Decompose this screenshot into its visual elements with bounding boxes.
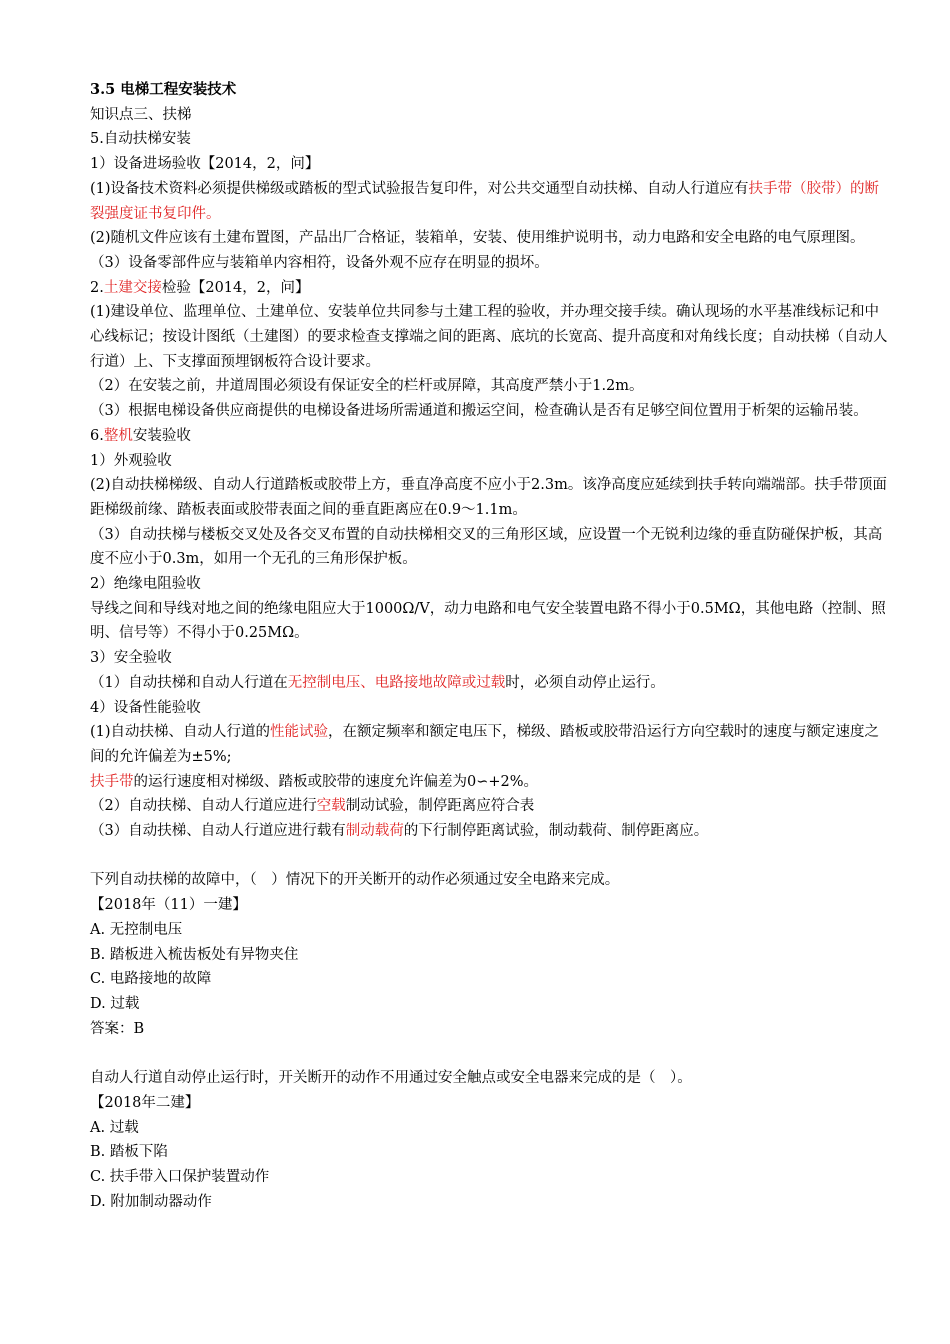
acceptance-heading <box>90 424 890 449</box>
question-1-answer: 答案：B <box>90 1020 145 1037</box>
question-2-option: D. 附加制动器动作 <box>90 1193 212 1210</box>
performance-paragraph-1 <box>90 720 890 769</box>
spacer <box>90 844 890 869</box>
arrival-p1-highlight: 扶手带（胶带）的断裂强度证书复印件。 <box>90 180 880 222</box>
performance-p3-a: （3）自动扶梯、自动人行道应进行载有 <box>90 823 346 840</box>
question-2-option: C. 扶手带入口保护装置动作 <box>90 1168 270 1185</box>
acceptance-highlight: 整机 <box>103 427 133 444</box>
performance-p1-highlight: 性能试验 <box>270 724 329 741</box>
handover-paragraph-3: （3）根据电梯设备供应商提供的电梯设备进场所需通道和搬运空间，检查确认是否有足够空间位置用于析架的运输吊装。 <box>90 403 868 420</box>
performance-p1c-highlight: 扶手带 <box>90 773 134 790</box>
handover-heading <box>90 276 890 301</box>
handover-paragraph-2: （2）在安装之前，井道周围必须设有保证安全的栏杆或屏障，其高度严禁小于1.2m。 <box>90 378 644 395</box>
performance-p1-a: (1)自动扶梯、自动人行道的 <box>90 724 271 741</box>
performance-p2-highlight: 空载 <box>316 798 346 815</box>
arrival-paragraph-2: (2)随机文件应该有土建布置图，产品出厂合格证，装箱单，安装、使用维护说明书，动力电路和安全电路的电气原理图。 <box>90 230 865 247</box>
insulation-paragraph: 导线之间和导线对地之间的绝缘电阻应大于1000Ω/V，动力电路和电气安全装置电路不得小于0.5MΩ，其他电路（控制、照明、信号等）不得小于0.25MΩ。 <box>90 600 886 642</box>
section-title: 3.5 电梯工程安装技术 <box>90 81 237 98</box>
safety-paragraph <box>90 671 890 696</box>
insulation-heading: 2）绝缘电阻验收 <box>90 576 201 593</box>
question-1-option: B. 踏板进入梳齿板处有异物夹住 <box>90 946 299 963</box>
performance-p1-b: ，在额定频率和额定电压下，梯级、踏板或胶带沿运行方向空载时的速度与额定速度之间的允许偏差为±5%; <box>90 724 880 765</box>
document-body <box>90 78 890 1214</box>
arrival-p1-text: (1)设备技术资料必须提供梯级或踏板的型式试验报告复印件，对公共交通型自动扶梯、自动人行道应有 <box>90 180 749 197</box>
question-2-source: 【2018年二建】 <box>90 1094 200 1111</box>
question-1-option: A. 无控制电压 <box>90 921 183 938</box>
safety-heading: 3）安全验收 <box>90 650 172 667</box>
performance-heading: 4）设备性能验收 <box>90 699 201 716</box>
arrival-paragraph-1 <box>90 177 890 226</box>
question-1-option: D. 过载 <box>90 996 140 1012</box>
arrival-heading: 1）设备进场验收【2014，2，问】 <box>90 156 320 173</box>
performance-paragraph-1c <box>90 770 890 795</box>
safety-text-a: （1）自动扶梯和自动人行道在 <box>90 674 288 691</box>
performance-paragraph-2 <box>90 794 890 819</box>
appearance-paragraph-3: （3）自动扶梯与楼板交叉处及各交叉布置的自动扶梯相交叉的三角形区域，应设置一个无锐利边缘的垂直防碰保护板，其高度不应小于0.3m，如用一个无孔的三角形保护板。 <box>90 526 883 568</box>
handover-number: 2. <box>90 279 104 296</box>
question-2-stem: 自动人行道自动停止运行时，开关断开的动作不用通过安全触点或安全电器来完成的是（ ）。 <box>90 1070 692 1087</box>
install-heading: 5.自动扶梯安装 <box>90 131 191 148</box>
appearance-heading: 1）外观验收 <box>90 452 172 469</box>
performance-p1c-text: 的运行速度相对梯级、踏板或胶带的速度允许偏差为0∽+2%。 <box>133 773 539 790</box>
performance-p2-b: 制动试验，制停距离应符合表 <box>345 798 535 815</box>
question-2-option: B. 踏板下陷 <box>90 1144 168 1161</box>
appearance-paragraph-2: (2)自动扶梯梯级、自动人行道踏板或胶带上方，垂直净高度不应小于2.3m。该净高度应延续到扶手转向端端部。扶手带顶面距梯级前缘、踏板表面或胶带表面之间的垂直距离应在0.9～1.1m。 <box>90 477 887 518</box>
performance-p2-a: （2）自动扶梯、自动人行道应进行 <box>90 798 317 815</box>
safety-highlight: 无控制电压、电路接地故障或过载 <box>287 674 506 691</box>
arrival-paragraph-3: （3）设备零部件应与装箱单内容相符，设备外观不应存在明显的损坏。 <box>90 254 549 271</box>
handover-highlight: 土建交接 <box>103 279 162 296</box>
handover-paragraph-1: (1)建设单位、监理单位、土建单位、安装单位共同参与土建工程的验收，并办理交接手续。确认现场的水平基准线标记和中心线标记；按设计图纸（土建图）的要求检查支撑端之间的距离、底坑的长宽高、提升高度和对角线长度；自动扶梯（自动人行道）上、下支撑面预埋钢板符合设计要求。 <box>90 304 888 370</box>
question-1-source: 【2018年（11）一建】 <box>90 897 247 914</box>
performance-p3-b: 的下行制停距离试验，制动载荷、制停距离应。 <box>403 823 709 840</box>
safety-text-b: 时，必须自动停止运行。 <box>505 674 665 691</box>
acceptance-number: 6. <box>90 427 104 444</box>
knowledge-point: 知识点三、扶梯 <box>90 106 192 123</box>
performance-p3-highlight: 制动载荷 <box>345 823 404 840</box>
question-1-option: C. 电路接地的故障 <box>90 971 212 988</box>
question-2-option: A. 过载 <box>90 1119 139 1136</box>
acceptance-heading-rest: 安装验收 <box>132 427 191 444</box>
performance-paragraph-3 <box>90 819 890 844</box>
spacer <box>90 1041 890 1066</box>
handover-heading-rest: 检验【2014，2，问】 <box>161 279 310 296</box>
question-1-stem: 下列自动扶梯的故障中，（ ）情况下的开关断开的动作必须通过安全电路来完成。 <box>90 872 620 889</box>
